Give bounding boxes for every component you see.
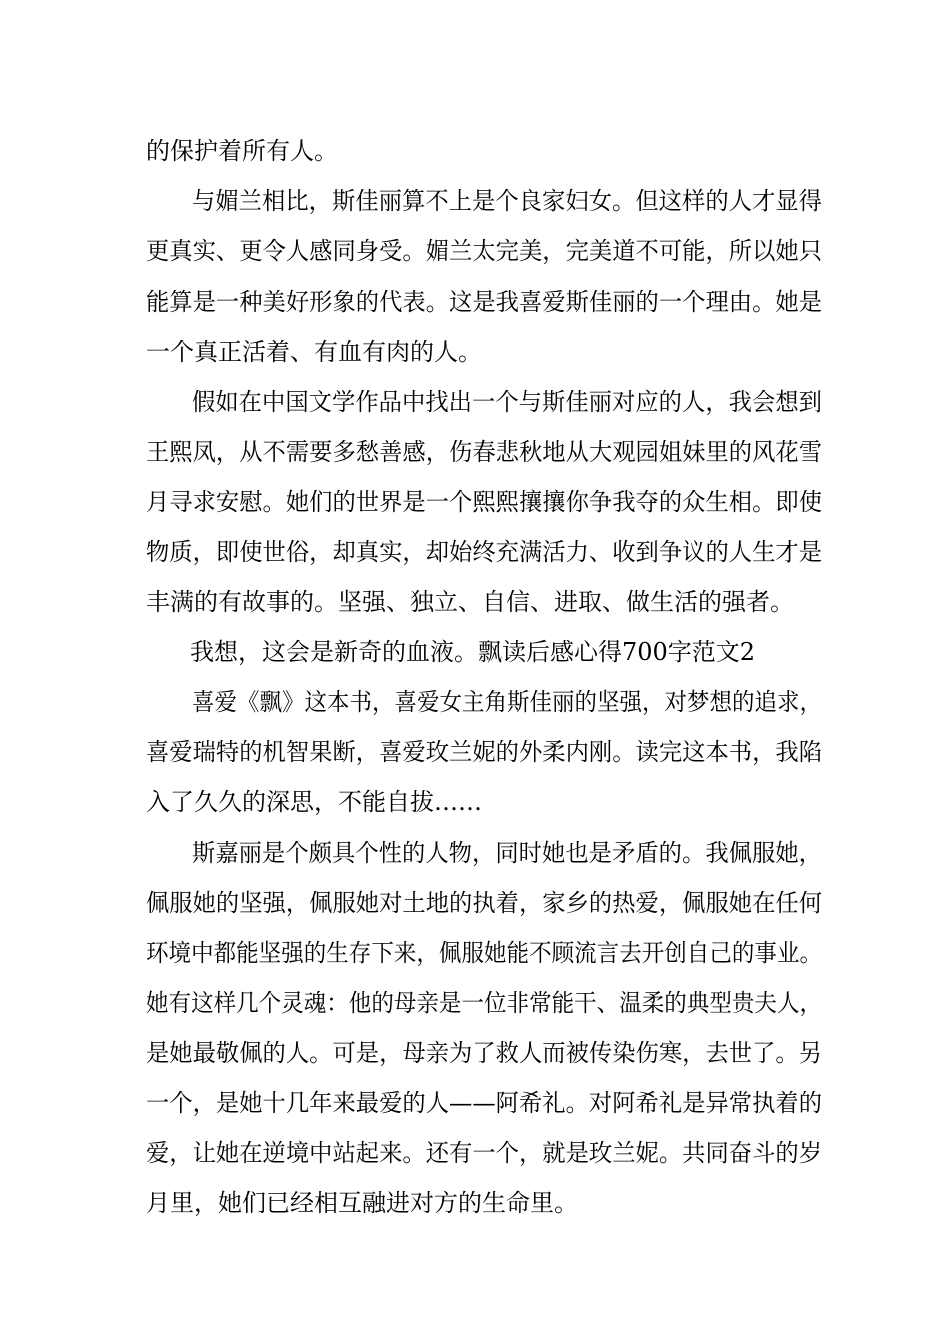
text-line: 王熙凤，从不需要多愁善感，伤春悲秋地从大观园姐妹里的风花雪 bbox=[146, 438, 823, 466]
paragraph-start-line: 与媚兰相比，斯佳丽算不上是个良家妇女。但这样的人才显得 bbox=[192, 187, 822, 215]
text-line: 月里，她们已经相互融进对方的生命里。 bbox=[146, 1189, 578, 1217]
text-line: 月寻求安慰。她们的世界是一个熙熙攘攘你争我夺的众生相。即使 bbox=[146, 488, 823, 516]
text-line: 丰满的有故事的。坚强、独立、自信、进取、做生活的强者。 bbox=[146, 588, 794, 616]
text-line: 一个真正活着、有血有肉的人。 bbox=[146, 338, 482, 366]
paragraph-start-line: 假如在中国文学作品中找出一个与斯佳丽对应的人，我会想到 bbox=[192, 388, 822, 416]
text-line: 她有这样几个灵魂：他的母亲是一位非常能干、温柔的典型贵夫人， bbox=[146, 989, 823, 1017]
text-line: 的保护着所有人。 bbox=[146, 137, 338, 165]
text-line: 环境中都能坚强的生存下来，佩服她能不顾流言去开创自己的事业。 bbox=[146, 939, 823, 967]
text-line: 爱，让她在逆境中站起来。还有一个，就是玫兰妮。共同奋斗的岁 bbox=[146, 1139, 823, 1167]
text-line: 佩服她的坚强，佩服她对土地的执着，家乡的热爱，佩服她在任何 bbox=[146, 889, 823, 917]
paragraph-start-line: 斯嘉丽是个颇具个性的人物，同时她也是矛盾的。我佩服她， bbox=[192, 839, 822, 867]
paragraph-start-line: 喜爱《飘》这本书，喜爱女主角斯佳丽的坚强，对梦想的追求， bbox=[192, 688, 822, 716]
text-line: 喜爱瑞特的机智果断，喜爱玫兰妮的外柔内刚。读完这本书，我陷 bbox=[146, 738, 823, 766]
text-line: 是她最敬佩的人。可是，母亲为了救人而被传染伤寒，去世了。另 bbox=[146, 1039, 823, 1067]
text-line: 物质，即使世俗，却真实，却始终充满活力、收到争议的人生才是 bbox=[146, 538, 823, 566]
text-line: 能算是一种美好形象的代表。这是我喜爱斯佳丽的一个理由。她是 bbox=[146, 288, 823, 316]
text-line: 一个，是她十几年来最爱的人——阿希礼。对阿希礼是异常执着的 bbox=[146, 1089, 823, 1117]
text-line: 入了久久的深思，不能自拔…… bbox=[146, 788, 482, 816]
paragraph-start-line: 我想，这会是新奇的血液。飘读后感心得700字范文2 bbox=[190, 638, 756, 666]
text-line: 更真实、更令人感同身受。媚兰太完美，完美道不可能，所以她只 bbox=[146, 237, 823, 265]
